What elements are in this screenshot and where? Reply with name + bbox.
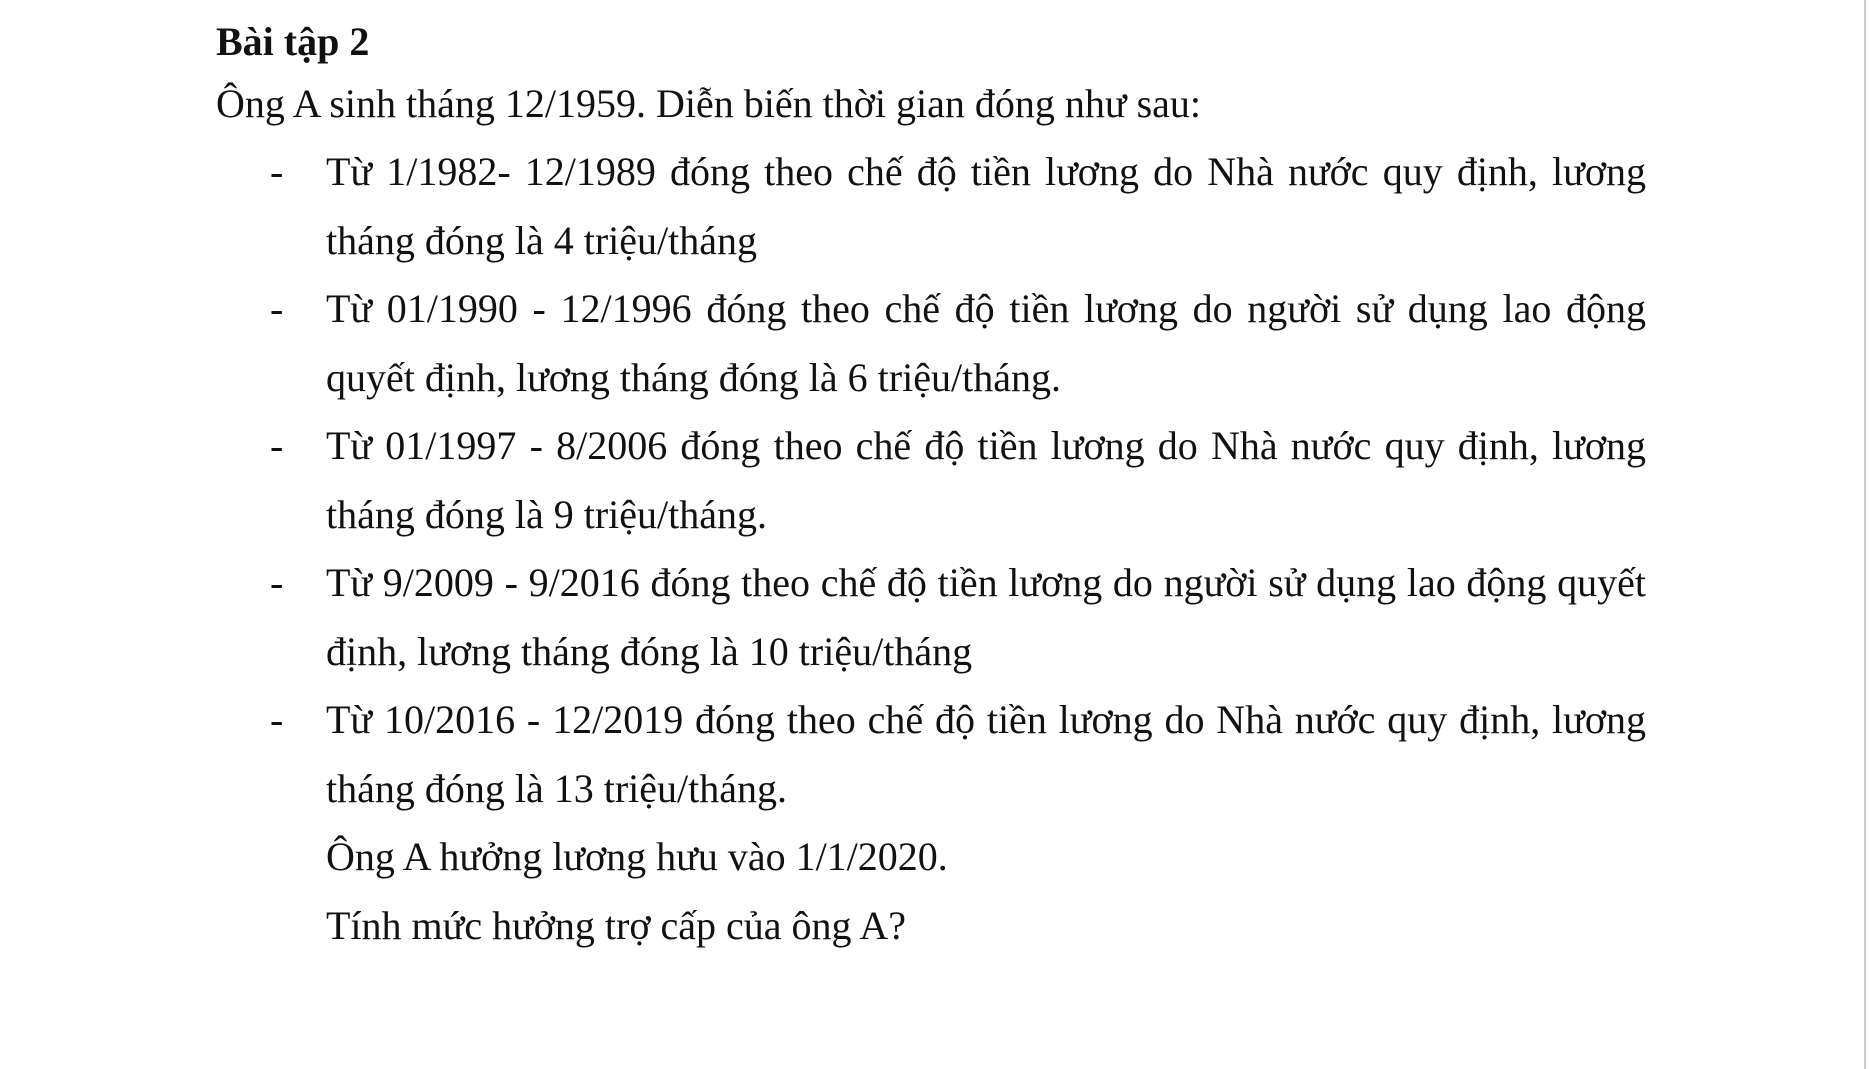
page-edge-divider [1864,0,1866,1069]
bullet-dash: - [270,286,284,331]
list-item [216,138,1646,275]
intro-paragraph: Ông A sinh tháng 12/1959. Diễn biến thời gian đóng như sau: [216,81,1201,126]
contribution-period-list [216,138,1646,823]
list-item [216,275,1646,412]
list-item-text: Từ 10/2016 - 12/2019 đóng theo chế độ tiền lương do Nhà nước quy định, lương tháng đóng là 13 triệu/tháng. [326,697,1646,811]
question-text: Tính mức hưởng trợ cấp của ông A? [326,902,906,948]
list-item [216,549,1646,686]
document-content [216,14,1646,960]
bullet-dash: - [270,423,284,468]
bullet-dash: - [270,697,284,742]
bullet-dash: - [270,560,284,605]
list-item-text: Từ 01/1997 - 8/2006 đóng theo chế độ tiền lương do Nhà nước quy định, lương tháng đóng là 9 triệu/tháng. [326,423,1646,537]
list-item [216,686,1646,823]
retirement-note: Ông A hưởng lương hưu vào 1/1/2020. [326,834,948,879]
bullet-dash: - [270,149,284,194]
list-item-text: Từ 01/1990 - 12/1996 đóng theo chế độ tiền lương do người sử dụng lao động quyết định, lương tháng đóng là 6 triệu/tháng. [326,286,1646,400]
list-item-text: Từ 9/2009 - 9/2016 đóng theo chế độ tiền lương do người sử dụng lao động quyết định, lương tháng đóng là 10 triệu/tháng [326,560,1646,674]
exercise-title: Bài tập 2 [216,19,370,64]
list-item-text: Từ 1/1982- 12/1989 đóng theo chế độ tiền lương do Nhà nước quy định, lương tháng đóng là 4 triệu/tháng [326,149,1646,263]
list-item [216,412,1646,549]
